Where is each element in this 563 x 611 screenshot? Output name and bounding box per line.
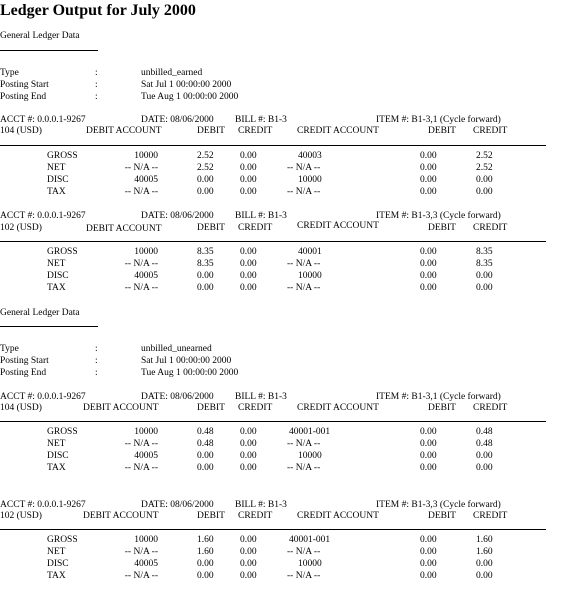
- debit-value: 0.00: [197, 451, 214, 461]
- row-type: TAX: [47, 187, 66, 197]
- credit-value-2: 0.00: [476, 451, 493, 461]
- meta-label: Posting End: [0, 92, 47, 102]
- credit-value: 0.00: [240, 535, 257, 545]
- ledger-date: DATE: 08/06/2000: [141, 392, 214, 402]
- debit-account: -- N/A --: [124, 547, 158, 557]
- debit-value-2: 0.00: [420, 163, 437, 173]
- col-credit-account: CREDIT ACCOUNT: [297, 126, 379, 136]
- item-number: ITEM #: B1-3,3 (Cycle forward): [376, 211, 501, 221]
- debit-value: 0.48: [197, 439, 214, 449]
- row-type: TAX: [47, 571, 66, 581]
- debit-value: 8.35: [197, 259, 214, 269]
- row-type: GROSS: [47, 151, 78, 161]
- ledger-date: DATE: 08/06/2000: [141, 115, 214, 125]
- debit-account: -- N/A --: [124, 463, 158, 473]
- credit-value-2: 0.00: [476, 187, 493, 197]
- credit-value: 0.00: [240, 247, 257, 257]
- credit-value: 0.00: [240, 271, 257, 281]
- debit-value: 0.00: [197, 463, 214, 473]
- col-debit-account: DEBIT ACCOUNT: [86, 224, 162, 234]
- credit-value: 0.00: [240, 175, 257, 185]
- item-number: ITEM #: B1-3,1 (Cycle forward): [376, 115, 501, 125]
- debit-account: 10000: [134, 247, 158, 257]
- credit-value-2: 0.00: [476, 571, 493, 581]
- col-debit-2: DEBIT: [428, 403, 456, 413]
- debit-account: 40005: [134, 175, 158, 185]
- row-type: TAX: [47, 463, 66, 473]
- col-credit-2: CREDIT: [473, 223, 508, 233]
- credit-value: 0.00: [240, 259, 257, 269]
- meta-label: Posting Start: [0, 356, 49, 366]
- credit-value: 0.00: [240, 547, 257, 557]
- meta-value: Tue Aug 1 00:00:00 2000: [141, 92, 239, 102]
- col-credit-account: CREDIT ACCOUNT: [297, 403, 379, 413]
- debit-value: 1.60: [197, 547, 214, 557]
- credit-account: 10000: [298, 175, 322, 185]
- col-debit: DEBIT: [197, 403, 225, 413]
- currency-code: 104 (USD): [0, 126, 42, 136]
- meta-value: unbilled_earned: [141, 68, 203, 78]
- credit-account: -- N/A --: [287, 283, 321, 293]
- acct-number: ACCT #: 0.0.0.1-9267: [0, 211, 86, 221]
- debit-value: 0.00: [197, 271, 214, 281]
- credit-account: -- N/A --: [287, 187, 321, 197]
- heading-underline: [0, 326, 98, 327]
- row-type: DISC: [47, 175, 69, 185]
- debit-value-2: 0.00: [420, 187, 437, 197]
- meta-sep: :: [95, 368, 98, 378]
- credit-account: 40001: [298, 247, 322, 257]
- col-credit-2: CREDIT: [473, 403, 508, 413]
- currency-code: 102 (USD): [0, 223, 42, 233]
- credit-value: 0.00: [240, 427, 257, 437]
- credit-value-2: 2.52: [476, 163, 493, 173]
- col-credit: CREDIT: [238, 126, 273, 136]
- row-type: TAX: [47, 283, 66, 293]
- credit-account: 40003: [298, 151, 322, 161]
- row-type: GROSS: [47, 535, 78, 545]
- credit-account: 40001-001: [289, 427, 331, 437]
- currency-code: 104 (USD): [0, 403, 42, 413]
- debit-value-2: 0.00: [420, 247, 437, 257]
- debit-value-2: 0.00: [420, 535, 437, 545]
- row-type: DISC: [47, 271, 69, 281]
- debit-value-2: 0.00: [420, 451, 437, 461]
- debit-account: 40005: [134, 451, 158, 461]
- debit-value: 0.00: [197, 559, 214, 569]
- credit-account: -- N/A --: [287, 463, 321, 473]
- debit-value: 2.52: [197, 163, 214, 173]
- meta-sep: :: [95, 80, 98, 90]
- credit-value: 0.00: [240, 283, 257, 293]
- debit-value-2: 0.00: [420, 259, 437, 269]
- row-type: DISC: [47, 451, 69, 461]
- debit-value-2: 0.00: [420, 175, 437, 185]
- page-title: Ledger Output for July 2000: [0, 2, 196, 19]
- debit-account: -- N/A --: [124, 571, 158, 581]
- debit-value: 0.48: [197, 427, 214, 437]
- row-type: GROSS: [47, 427, 78, 437]
- credit-value: 0.00: [240, 151, 257, 161]
- credit-value-2: 0.00: [476, 271, 493, 281]
- credit-account: -- N/A --: [287, 163, 321, 173]
- credit-value-2: 0.48: [476, 439, 493, 449]
- debit-value: 0.00: [197, 283, 214, 293]
- credit-value-2: 2.52: [476, 151, 493, 161]
- meta-label: Posting Start: [0, 80, 49, 90]
- bill-number: BILL #: B1-3: [235, 115, 287, 125]
- debit-value-2: 0.00: [420, 439, 437, 449]
- credit-account: -- N/A --: [287, 547, 321, 557]
- debit-account: 40005: [134, 559, 158, 569]
- row-type: NET: [47, 259, 66, 269]
- credit-account: 10000: [298, 271, 322, 281]
- section-heading: General Ledger Data: [0, 31, 80, 41]
- debit-account: -- N/A --: [124, 283, 158, 293]
- debit-account: -- N/A --: [124, 163, 158, 173]
- meta-label: Posting End: [0, 368, 47, 378]
- col-debit-account: DEBIT ACCOUNT: [86, 126, 162, 136]
- credit-account: 10000: [298, 451, 322, 461]
- credit-value-2: 1.60: [476, 547, 493, 557]
- row-type: DISC: [47, 559, 69, 569]
- credit-value: 0.00: [240, 187, 257, 197]
- debit-account: -- N/A --: [124, 439, 158, 449]
- debit-value: 2.52: [197, 151, 214, 161]
- credit-account: -- N/A --: [287, 259, 321, 269]
- credit-value-2: 0.00: [476, 175, 493, 185]
- debit-account: 40005: [134, 271, 158, 281]
- credit-value: 0.00: [240, 163, 257, 173]
- credit-account: -- N/A --: [287, 571, 321, 581]
- row-type: GROSS: [47, 247, 78, 257]
- meta-sep: :: [95, 68, 98, 78]
- credit-value-2: 0.00: [476, 283, 493, 293]
- block-divider: [0, 529, 546, 530]
- credit-value: 0.00: [240, 559, 257, 569]
- col-debit-account: DEBIT ACCOUNT: [83, 511, 159, 521]
- debit-account: -- N/A --: [124, 259, 158, 269]
- row-type: NET: [47, 547, 66, 557]
- col-debit-2: DEBIT: [428, 223, 456, 233]
- debit-value: 0.00: [197, 571, 214, 581]
- col-credit-account: CREDIT ACCOUNT: [297, 511, 379, 521]
- debit-value: 0.00: [197, 175, 214, 185]
- debit-account: -- N/A --: [124, 187, 158, 197]
- meta-sep: :: [95, 356, 98, 366]
- meta-value: unbilled_unearned: [141, 344, 212, 354]
- debit-value-2: 0.00: [420, 463, 437, 473]
- debit-account: 10000: [134, 535, 158, 545]
- bill-number: BILL #: B1-3: [235, 211, 287, 221]
- col-credit: CREDIT: [238, 223, 273, 233]
- credit-value: 0.00: [240, 439, 257, 449]
- credit-value-2: 8.35: [476, 247, 493, 257]
- item-number: ITEM #: B1-3,3 (Cycle forward): [376, 500, 501, 510]
- acct-number: ACCT #: 0.0.0.1-9267: [0, 392, 86, 402]
- block-divider: [0, 241, 546, 242]
- row-type: NET: [47, 163, 66, 173]
- acct-number: ACCT #: 0.0.0.1-9267: [0, 500, 86, 510]
- col-credit: CREDIT: [238, 511, 273, 521]
- debit-value-2: 0.00: [420, 571, 437, 581]
- debit-value-2: 0.00: [420, 547, 437, 557]
- section-heading: General Ledger Data: [0, 308, 80, 318]
- debit-account: 10000: [134, 427, 158, 437]
- row-type: NET: [47, 439, 66, 449]
- bill-number: BILL #: B1-3: [235, 392, 287, 402]
- credit-account: 10000: [298, 559, 322, 569]
- meta-value: Sat Jul 1 00:00:00 2000: [141, 356, 232, 366]
- block-divider: [0, 145, 546, 146]
- debit-value: 1.60: [197, 535, 214, 545]
- acct-number: ACCT #: 0.0.0.1-9267: [0, 115, 86, 125]
- col-debit-2: DEBIT: [428, 126, 456, 136]
- col-debit: DEBIT: [197, 126, 225, 136]
- meta-value: Tue Aug 1 00:00:00 2000: [141, 368, 239, 378]
- col-debit-2: DEBIT: [428, 511, 456, 521]
- meta-sep: :: [95, 92, 98, 102]
- debit-value-2: 0.00: [420, 283, 437, 293]
- currency-code: 102 (USD): [0, 511, 42, 521]
- debit-value-2: 0.00: [420, 271, 437, 281]
- credit-value: 0.00: [240, 571, 257, 581]
- credit-value-2: 0.00: [476, 559, 493, 569]
- credit-value-2: 0.00: [476, 463, 493, 473]
- debit-value-2: 0.00: [420, 427, 437, 437]
- col-credit-account: CREDIT ACCOUNT: [297, 221, 379, 231]
- credit-value-2: 8.35: [476, 259, 493, 269]
- credit-value: 0.00: [240, 463, 257, 473]
- heading-underline: [0, 50, 98, 51]
- debit-value-2: 0.00: [420, 559, 437, 569]
- credit-value-2: 0.48: [476, 427, 493, 437]
- ledger-date: DATE: 08/06/2000: [141, 500, 214, 510]
- col-debit-account: DEBIT ACCOUNT: [83, 403, 159, 413]
- meta-label: Type: [0, 344, 19, 354]
- debit-account: 10000: [134, 151, 158, 161]
- debit-value: 8.35: [197, 247, 214, 257]
- ledger-date: DATE: 08/06/2000: [141, 211, 214, 221]
- credit-account: -- N/A --: [287, 439, 321, 449]
- col-credit-2: CREDIT: [473, 511, 508, 521]
- debit-value-2: 0.00: [420, 151, 437, 161]
- meta-sep: :: [95, 344, 98, 354]
- item-number: ITEM #: B1-3,1 (Cycle forward): [376, 392, 501, 402]
- credit-value-2: 1.60: [476, 535, 493, 545]
- debit-value: 0.00: [197, 187, 214, 197]
- col-credit-2: CREDIT: [473, 126, 508, 136]
- col-debit: DEBIT: [197, 223, 225, 233]
- credit-account: 40001-001: [289, 535, 331, 545]
- col-credit: CREDIT: [238, 403, 273, 413]
- bill-number: BILL #: B1-3: [235, 500, 287, 510]
- meta-label: Type: [0, 68, 19, 78]
- block-divider: [0, 421, 546, 422]
- credit-value: 0.00: [240, 451, 257, 461]
- meta-value: Sat Jul 1 00:00:00 2000: [141, 80, 232, 90]
- col-debit: DEBIT: [197, 511, 225, 521]
